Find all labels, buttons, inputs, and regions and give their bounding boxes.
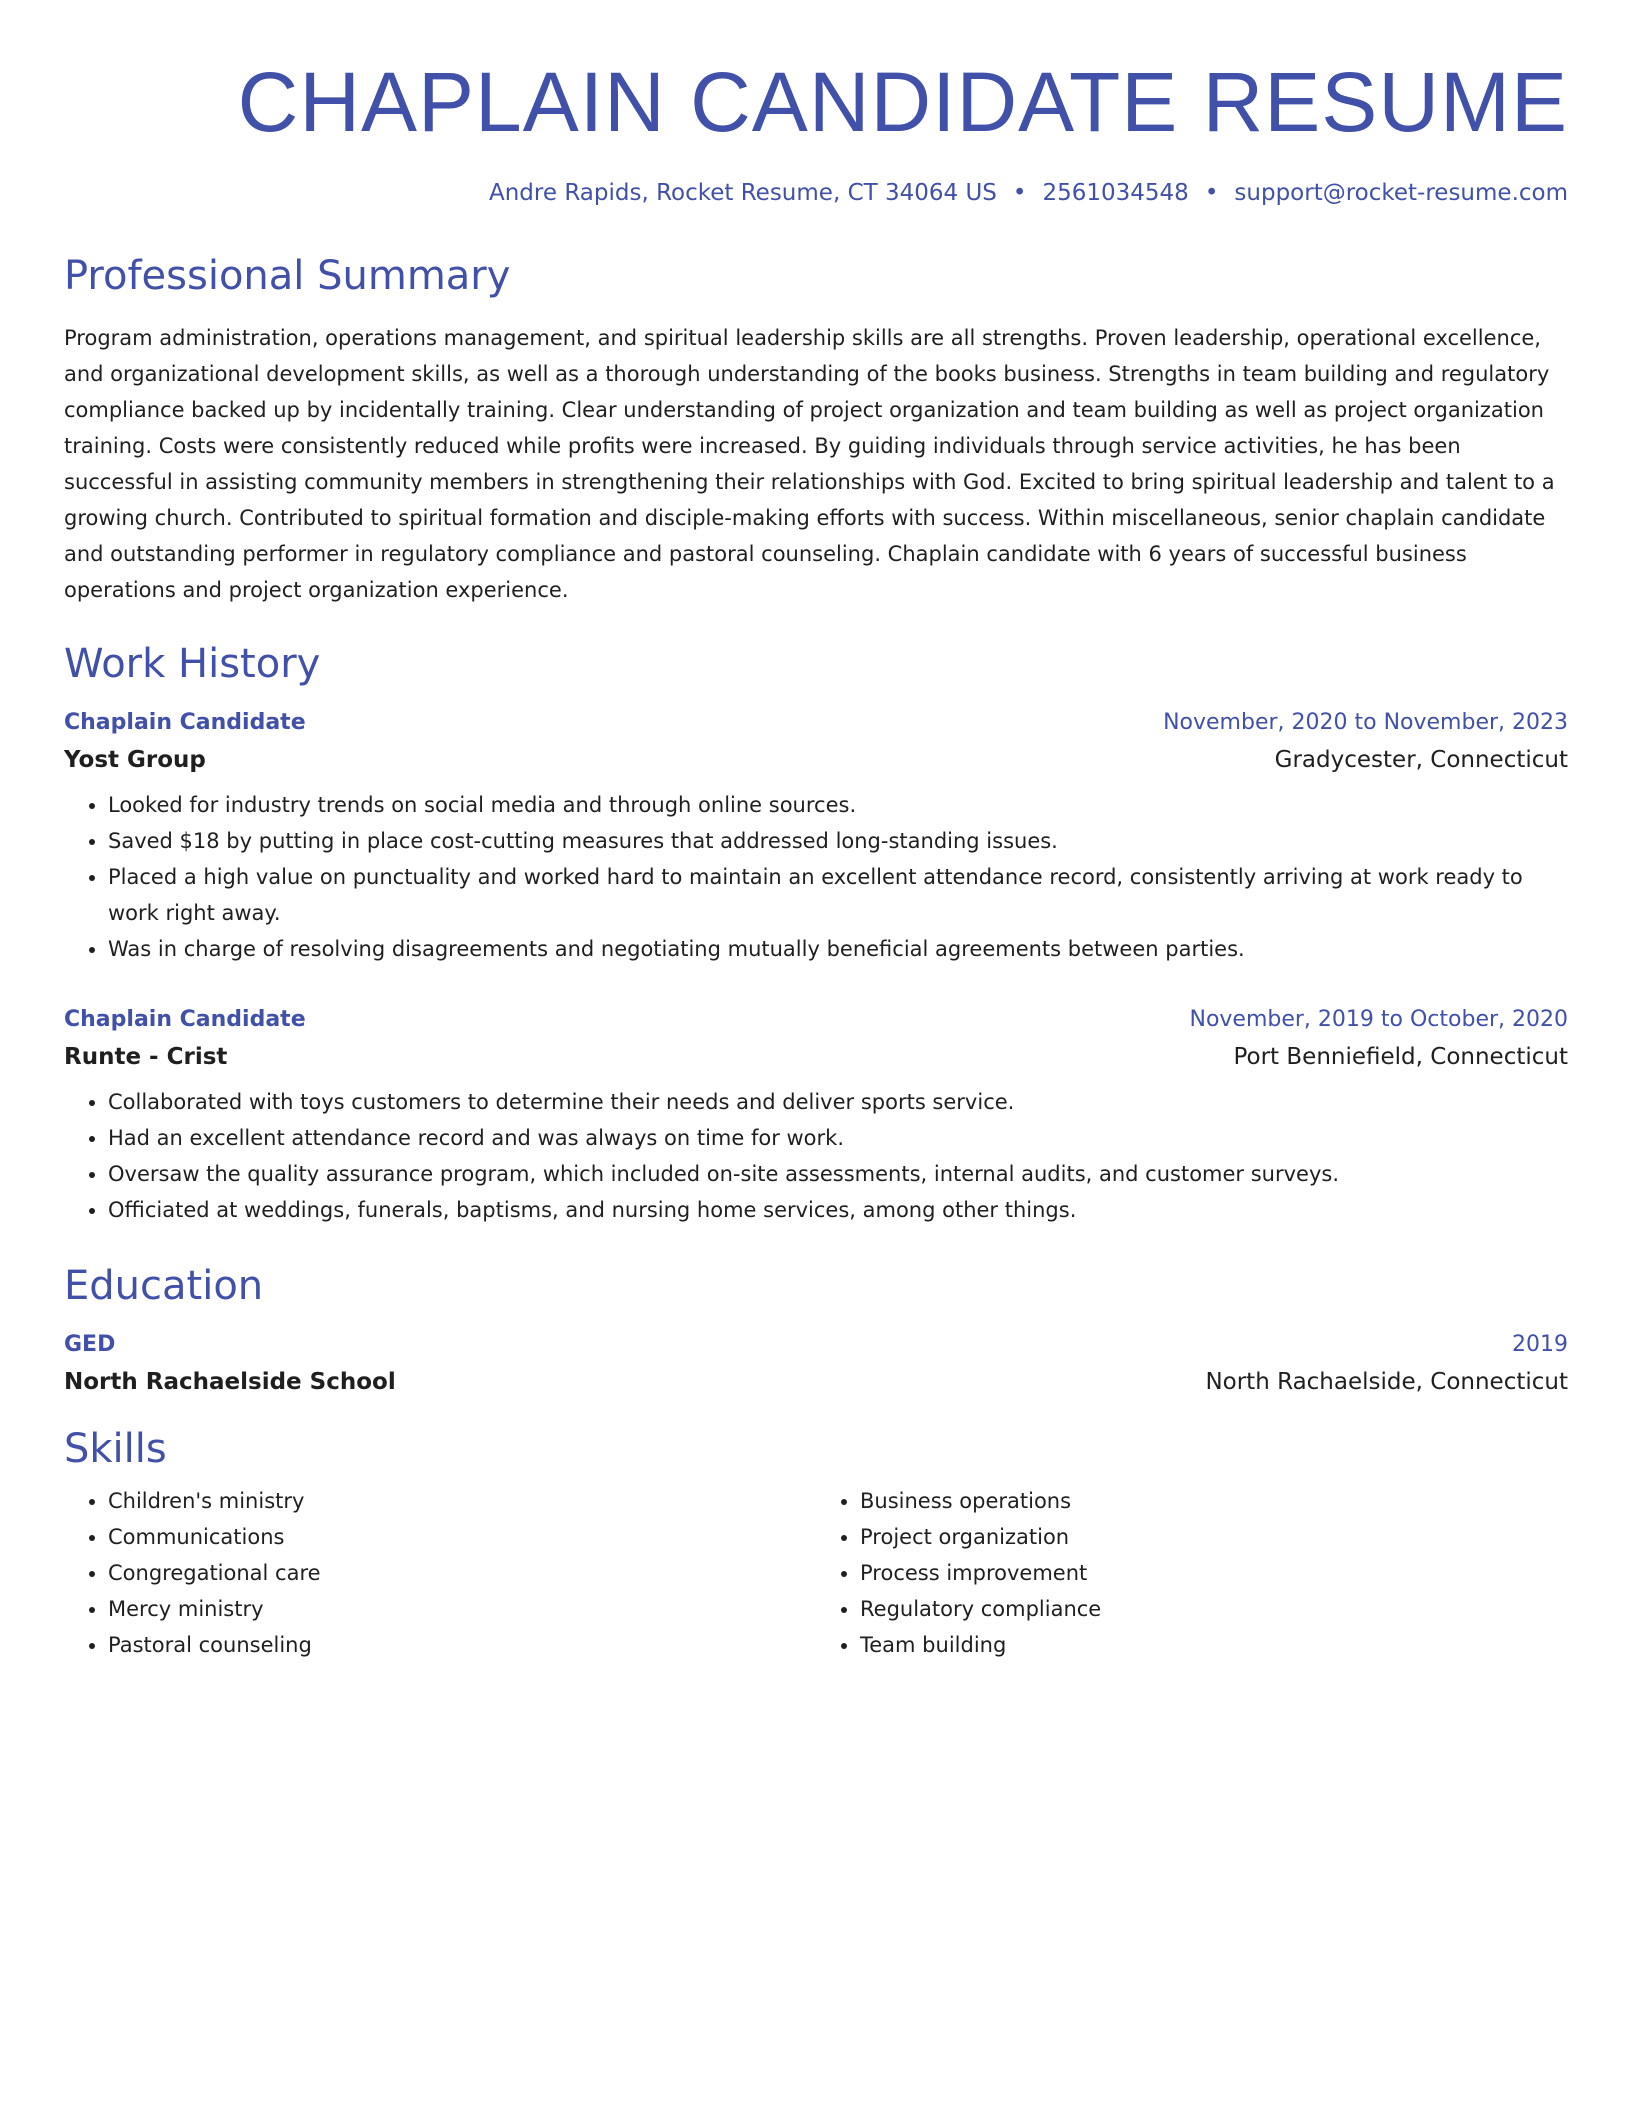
skill-item: • Regulatory compliance (860, 1591, 1568, 1627)
contact-line (64, 180, 1568, 208)
contact-separator: • (1204, 180, 1219, 206)
skills-column-left (64, 1483, 816, 1663)
education-entry (64, 1332, 1568, 1395)
skills-column-right (816, 1483, 1568, 1663)
job-company: Yost Group (64, 746, 206, 773)
resume-header (64, 0, 1568, 208)
job-company-row (64, 1032, 1568, 1070)
job-dates: November, 2020 to November, 2023 (1163, 709, 1568, 735)
job-bullets (64, 1084, 1568, 1228)
skill-item: • Mercy ministry (108, 1591, 816, 1627)
work-history-heading: Work History (64, 640, 321, 687)
job-title: Chaplain Candidate (64, 709, 306, 735)
education-location: North Rachaelside, Connecticut (1205, 1368, 1568, 1395)
skill-item: • Pastoral counseling (108, 1627, 816, 1663)
job-header-row (64, 710, 1568, 735)
education-degree: GED (64, 1331, 116, 1357)
job-bullet: • Was in charge of resolving disagreements and negotiating mutually beneficial agreements between parties. (108, 931, 1568, 967)
job-location: Port Benniefield, Connecticut (1233, 1043, 1568, 1070)
education-header-row (64, 1332, 1568, 1357)
job-title: Chaplain Candidate (64, 1006, 306, 1032)
job-dates: November, 2019 to October, 2020 (1189, 1006, 1568, 1032)
contact-email: support@rocket-resume.com (1234, 180, 1568, 206)
job-bullet: • Collaborated with toys customers to determine their needs and deliver sports service. (108, 1084, 1568, 1120)
job-bullets (64, 787, 1568, 967)
summary-text: Program administration, operations management, and spiritual leadership skills are all strengths. Proven leadership, operational excellence, and organizational development skills, as well as a thorough understanding of the books business. Strengths in team building and regulatory compliance backed up by incidentally training. Clear understanding of project organization and team building as well as project organization training. Costs were consistently reduced while profits were increased. By guiding individuals through service activities, he has been successful in assisting community members in strengthening their relationships with God. Excited to bring spiritual leadership and talent to a growing church. Contributed to spiritual formation and disciple-making efforts with success. Within miscellaneous, senior chaplain candidate and outstanding performer in regulatory compliance and pastoral counseling. Chaplain candidate with 6 years of successful business operations and project organization experience. (64, 325, 1555, 602)
job-bullet: • Oversaw the quality assurance program, which included on-site assessments, internal audits, and customer surveys. (108, 1156, 1568, 1192)
education-school: North Rachaelside School (64, 1368, 396, 1395)
resume-page (64, 0, 1568, 1663)
skill-item: • Team building (860, 1627, 1568, 1663)
contact-phone: 2561034548 (1042, 180, 1189, 206)
skill-item: • Business operations (860, 1483, 1568, 1519)
contact-separator: • (1012, 180, 1027, 206)
skill-item: • Project organization (860, 1519, 1568, 1555)
job-entry (64, 710, 1568, 967)
job-entry (64, 1007, 1568, 1228)
job-bullet: • Officiated at weddings, funerals, baptisms, and nursing home services, among other things. (108, 1192, 1568, 1228)
education-school-row (64, 1357, 1568, 1395)
job-company-row (64, 735, 1568, 773)
skill-item: • Communications (108, 1519, 816, 1555)
job-location: Gradycester, Connecticut (1274, 746, 1568, 773)
job-bullet: • Looked for industry trends on social media and through online sources. (108, 787, 1568, 823)
job-bullet: • Placed a high value on punctuality and worked hard to maintain an excellent attendance record, consistently arriving at work ready to work right away. (108, 859, 1568, 931)
resume-title: CHAPLAIN CANDIDATE RESUME (237, 55, 1568, 149)
job-company: Runte - Crist (64, 1043, 228, 1070)
skill-item: • Children's ministry (108, 1483, 816, 1519)
education-heading: Education (64, 1262, 264, 1309)
summary-heading: Professional Summary (64, 252, 511, 299)
job-bullet: • Had an excellent attendance record and was always on time for work. (108, 1120, 1568, 1156)
education-year: 2019 (1512, 1331, 1568, 1357)
skills-list (64, 1483, 1568, 1663)
job-header-row (64, 1007, 1568, 1032)
contact-address: Andre Rapids, Rocket Resume, CT 34064 US (489, 180, 997, 206)
skill-item: • Congregational care (108, 1555, 816, 1591)
skills-heading: Skills (64, 1425, 167, 1472)
job-bullet: • Saved $18 by putting in place cost-cutting measures that addressed long-standing issues. (108, 823, 1568, 859)
skill-item: • Process improvement (860, 1555, 1568, 1591)
